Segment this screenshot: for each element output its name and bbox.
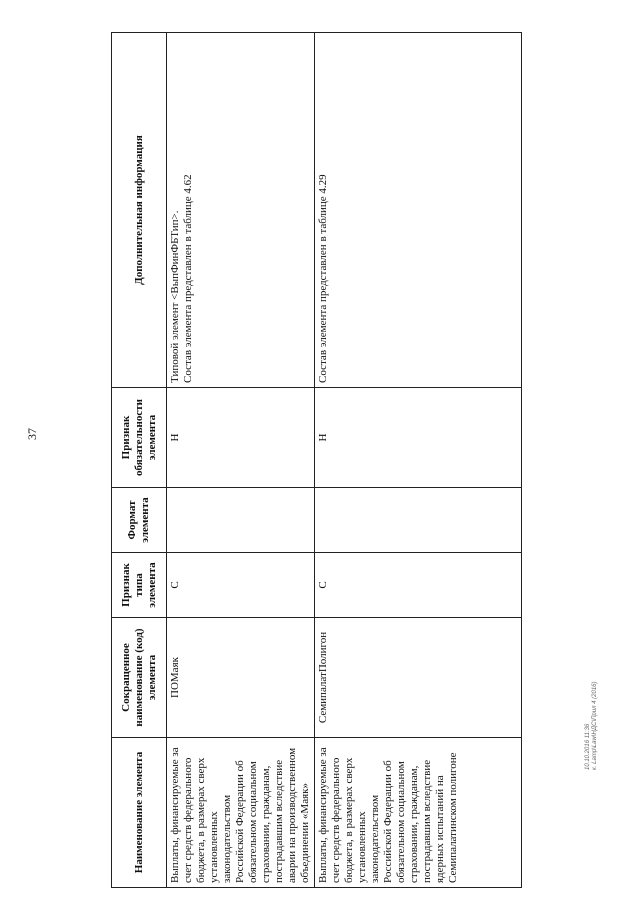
cell-required: Н <box>167 388 315 488</box>
rotated-table-wrapper <box>111 33 518 888</box>
info-line: Состав элемента представлен в таблице 4.29 <box>317 174 329 383</box>
cell-format <box>167 488 315 553</box>
cell-info <box>315 33 522 388</box>
info-line: Типовой элемент <ВыпФинФБТип>. <box>169 210 181 383</box>
page-number: 37 <box>25 428 39 440</box>
table-header-row <box>112 33 167 888</box>
info-line: Состав элемента представлен в таблице 4.62 <box>182 174 194 383</box>
header-format: Формат элемента <box>112 488 167 553</box>
header-info: Дополнительная информация <box>112 33 167 388</box>
cell-code: ПОМаяк <box>167 618 315 738</box>
header-required: Признак обязательности элемента <box>112 388 167 488</box>
header-name: Наименование элемента <box>112 738 167 888</box>
cell-type: С <box>315 553 522 618</box>
cell-name: Выплаты, финансируемые за счет средств федерального бюджета, в размерах сверх установленных законодательством Российской Федерации об обязательном социальном страховании, гражданам, пострадавшим вследствие аварии на производственном объединении «Маяк» <box>167 738 315 888</box>
element-table <box>111 32 522 888</box>
cell-name: Выплаты, финансируемые за счет средств федерального бюджета, в размерах сверх установленных законодательством Российской Федерации об обязательном социальном страховании, гражданам, пострадавшим вследствие ядерных испытаний на Семипалатинском полигоне <box>315 738 522 888</box>
cell-format <box>315 488 522 553</box>
header-code: Сокращенное наименование (код) элемента <box>112 618 167 738</box>
cell-info <box>167 33 315 388</box>
stamp-line: к. Lamp\Law\НДС\Прил 4 (2016) <box>592 681 598 770</box>
cell-type: С <box>167 553 315 618</box>
print-stamp <box>585 640 605 770</box>
cell-code: СемипалатПолигон <box>315 618 522 738</box>
cell-required: Н <box>315 388 522 488</box>
header-type: Признак типа элемента <box>112 553 167 618</box>
table-row <box>167 33 315 888</box>
stamp-line: 10.10.2016 11:36 <box>585 723 591 770</box>
table-row <box>315 33 522 888</box>
